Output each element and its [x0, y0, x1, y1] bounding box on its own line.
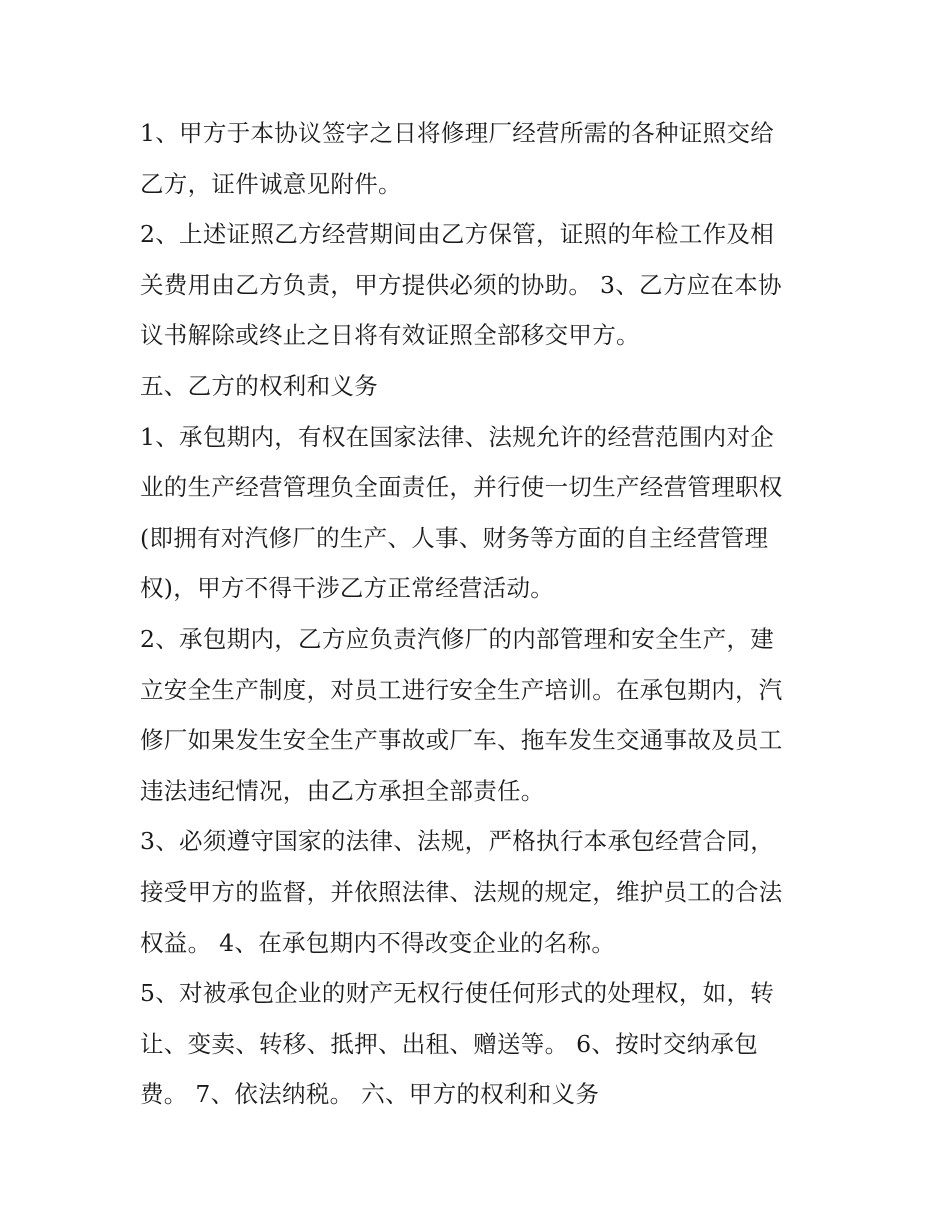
- text-line: 权)，甲方不得干涉乙方正常经营活动。: [140, 574, 555, 603]
- section-heading: 五、乙方的权利和义务: [140, 371, 378, 400]
- text-line: 违法违纪情况，由乙方承担全部责任。: [140, 776, 545, 805]
- text-line: 立安全生产制度，对员工进行安全生产培训。在承包期内，汽: [140, 675, 783, 704]
- text-line: (即拥有对汽修厂的生产、人事、财务等方面的自主经营管理: [140, 523, 769, 552]
- text-line: 修厂如果发生安全生产事故或厂车、拖车发生交通事故及员工: [140, 726, 783, 755]
- text-line: 乙方，证件诚意见附件。: [140, 169, 402, 198]
- text-line: 权益。 4、在承包期内不得改变企业的名称。: [140, 928, 616, 957]
- text-line: 1、甲方于本协议签字之日将修理厂经营所需的各种证照交给: [140, 119, 775, 147]
- text-line: 1、承包期内，有权在国家法律、法规允许的经营范围内对企: [140, 422, 775, 451]
- text-line: 2、承包期内，乙方应负责汽修厂的内部管理和安全生产，建: [140, 624, 775, 653]
- text-line: 关费用由乙方负责，甲方提供必须的协助。 3、乙方应在本协: [140, 270, 782, 299]
- document-body: [140, 108, 820, 1120]
- text-line: 5、对被承包企业的财产无权行使任何形式的处理权，如，转: [140, 979, 775, 1008]
- text-line: 业的生产经营管理负全面责任，并行使一切生产经营管理职权: [140, 473, 783, 502]
- text-line: 3、必须遵守国家的法律、法规，严格执行本承包经营合同，: [140, 827, 775, 856]
- text-line: 让、变卖、转移、抵押、出租、赠送等。 6、按时交纳承包: [140, 1029, 759, 1058]
- text-line: 费。 7、依法纳税。 六、甲方的权利和义务: [140, 1080, 600, 1109]
- text-line: 2、上述证照乙方经营期间由乙方保管，证照的年检工作及相: [140, 220, 775, 249]
- text-line: 接受甲方的监督，并依照法律、法规的规定，维护员工的合法: [140, 877, 783, 906]
- text-line: 议书解除或终止之日将有效证照全部移交甲方。: [140, 321, 640, 350]
